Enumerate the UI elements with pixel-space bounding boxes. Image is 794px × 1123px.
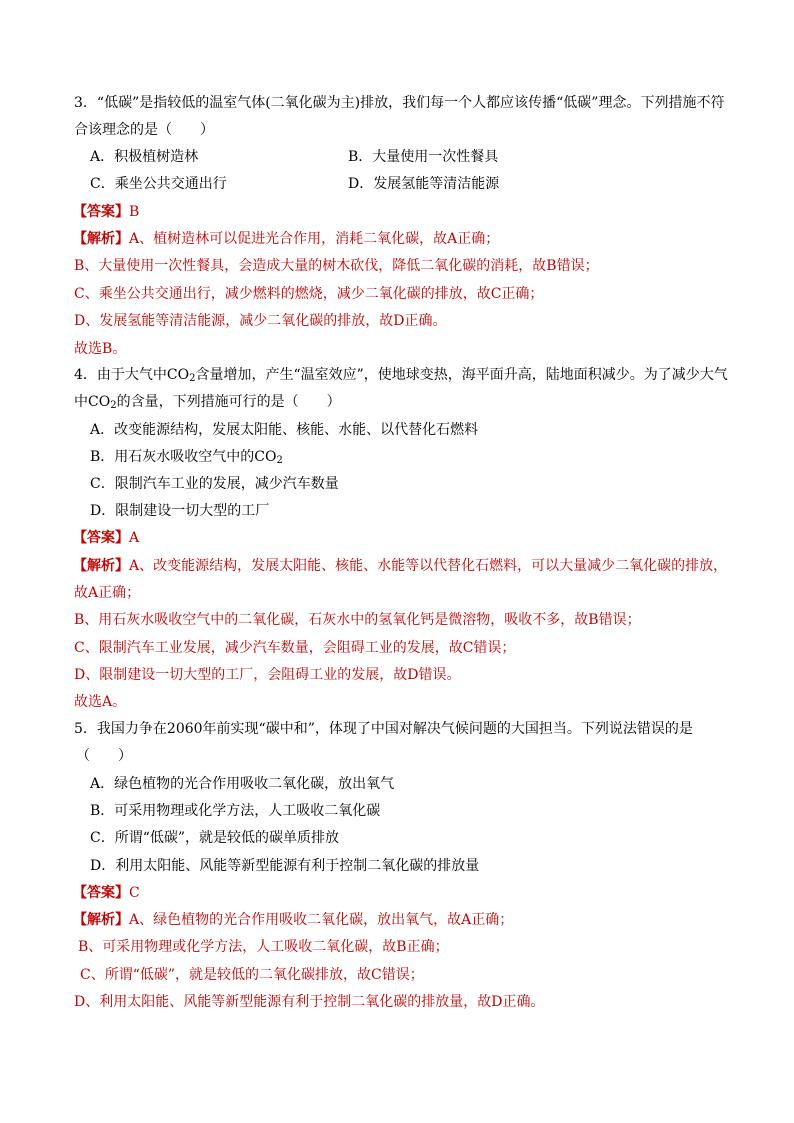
- question-5-option-a: A．绿色植物的光合作用吸收二氧化碳，放出氧气: [90, 776, 395, 792]
- question-3-answer: [73, 202, 139, 222]
- option-text: B．用石灰水吸收空气中的CO: [90, 449, 277, 465]
- question-5-stem-line1: 5．我国力争在2060年前实现“碳中和”，体现了中国对解决气候问题的大国担当。下列说法错误的是: [74, 721, 693, 737]
- question-4-conclusion: 故选A。: [74, 694, 127, 710]
- question-3-analysis-line-3: C、乘坐公共交通出行，减少燃料的燃烧，减少二氧化碳的排放，故C正确；: [74, 286, 544, 302]
- question-4-analysis-line-2: B、用石灰水吸收空气中的二氧化碳，石灰水中的氢氧化钙是微溶物，吸收不多，故B错误；: [74, 612, 641, 628]
- question-3-option-b: B．大量使用一次性餐具: [348, 149, 499, 165]
- stem-text: 中CO: [74, 394, 111, 410]
- question-5-option-c: C．所谓“低碳”，就是较低的碳单质排放: [90, 830, 340, 846]
- question-4-analysis-line-1b: 故A正确；: [74, 585, 141, 601]
- subscript: 2: [110, 400, 117, 411]
- analysis-text: A、植树造林可以促进光合作用，消耗二氧化碳，故A正确；: [129, 231, 500, 247]
- question-4-answer: [73, 528, 139, 548]
- question-5-option-d: D．利用太阳能、风能等新型能源有利于控制二氧化碳的排放量: [90, 858, 480, 874]
- stem-text: 含量增加，产生“温室效应”，使地球变热，海平面升高，陆地面积减少。为了减少大气: [195, 367, 728, 383]
- question-3-analysis-line-2: B、大量使用一次性餐具，会造成大量的树木砍伐，降低二氧化碳的消耗，故B错误；: [74, 258, 599, 274]
- question-4-option-a: A．改变能源结构，发展太阳能、核能、水能、以代替化石燃料: [90, 422, 479, 438]
- question-4-analysis-line-1: [73, 556, 727, 576]
- question-4-option-b: [90, 447, 283, 467]
- analysis-text: A、改变能源结构，发展太阳能、核能、水能等以代替化石燃料，可以大量减少二氧化碳的排放，: [129, 558, 728, 574]
- question-5-option-b: B．可采用物理或化学方法，人工吸收二氧化碳: [90, 803, 381, 819]
- question-3-analysis-line-4: D、发展氢能等清洁能源，减少二氧化碳的排放，故D正确。: [74, 313, 447, 329]
- question-3-option-c: C．乘坐公共交通出行: [90, 176, 227, 192]
- question-4-option-d: D．限制建设一切大型的工厂: [90, 503, 270, 519]
- answer-value: A: [129, 530, 140, 546]
- question-3-conclusion: 故选B。: [74, 341, 127, 357]
- question-5-analysis-line-4: D、利用太阳能、风能等新型能源有利于控制二氧化碳的排放量，故D正确。: [74, 994, 545, 1010]
- question-5-analysis-line-1: [73, 910, 513, 930]
- answer-value: B: [129, 204, 140, 220]
- answer-label: 【答案】: [73, 530, 129, 546]
- subscript: 2: [189, 373, 196, 384]
- question-3-option-d: D．发展氢能等清洁能源: [348, 176, 500, 192]
- question-3-stem-line2: 合该理念的是（ ）: [74, 122, 214, 138]
- subscript: 2: [276, 455, 283, 466]
- analysis-text: A、绿色植物的光合作用吸收二氧化碳，放出氧气，故A正确；: [129, 912, 514, 928]
- answer-label: 【答案】: [73, 885, 129, 901]
- question-4-analysis-line-4: D、限制建设一切大型的工厂，会阻碍工业的发展，故D错误。: [74, 667, 461, 683]
- question-5-analysis-line-3: C、所谓“低碳”，就是较低的二氧化碳排放，故C错误；: [80, 967, 424, 983]
- question-3-analysis-line-1: [73, 229, 499, 249]
- analysis-label: 【解析】: [73, 912, 129, 928]
- question-5-answer: [73, 883, 140, 903]
- question-4-stem-line1: [74, 365, 728, 385]
- question-4-stem-line2: [74, 392, 341, 412]
- stem-text: 4．由于大气中CO: [74, 367, 190, 383]
- question-3-stem-line1: 3．“低碳”是指较低的温室气体(二氧化碳为主)排放，我们每一个人都应该传播“低碳”理念。下列措施不符: [74, 95, 725, 111]
- question-5-stem-line2: （ ）: [76, 748, 132, 764]
- analysis-label: 【解析】: [73, 558, 129, 574]
- question-3-option-a: A．积极植树造林: [90, 149, 199, 165]
- stem-text: 的含量，下列措施可行的是（ ）: [116, 394, 341, 410]
- question-5-analysis-line-2: B、可采用物理或化学方法，人工吸收二氧化碳，故B正确；: [78, 939, 449, 955]
- answer-value: C: [129, 885, 140, 901]
- question-4-option-c: C．限制汽车工业的发展，减少汽车数量: [90, 476, 339, 492]
- question-4-analysis-line-3: C、限制汽车工业发展，减少汽车数量，会阻碍工业的发展，故C错误；: [74, 640, 516, 656]
- analysis-label: 【解析】: [73, 231, 129, 247]
- answer-label: 【答案】: [73, 204, 129, 220]
